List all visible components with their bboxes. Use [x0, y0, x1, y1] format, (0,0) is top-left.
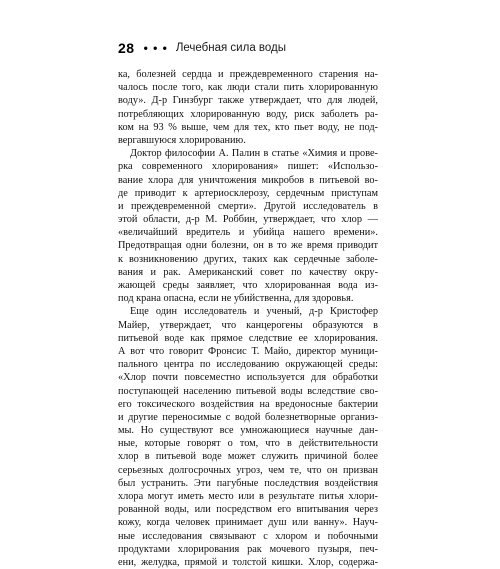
- text-line: питьевой воде как прямое следствие ее хлорирования.: [118, 332, 378, 344]
- page-number: 28: [118, 40, 135, 56]
- text-line: Еще один исследователь и ученый, д-р Кристофер: [130, 306, 378, 318]
- text-line: Доктор философии А. Палин в статье «Химия и прове-: [130, 148, 378, 160]
- text-line: воду». Д-р Гинзбург также утверждает, что для людей,: [118, 95, 378, 107]
- text-line: его токсического воздействия на вредоносные бактерии: [118, 398, 378, 410]
- text-line: ени, желудка, прямой и толстой кишки. Хлор, содержа-: [118, 556, 378, 568]
- text-line: «Хлор почти повсеместно используется для обработки: [118, 372, 378, 384]
- text-line: к возникновению других, таких как сердечные заболе-: [118, 253, 378, 265]
- text-line: поступающей населению питьевой воды вследствие сво-: [118, 385, 378, 397]
- text-line: ные, которые говорят о том, что в действительности: [118, 438, 378, 450]
- text-line: вергавшуюся хлорированию.: [118, 134, 246, 146]
- text-line: вания и рак. Американский совет по качеству окру-: [118, 266, 378, 278]
- text-line: и преждевременной смерти». Другой исследователь в: [118, 200, 378, 212]
- text-line: кожу, когда человек принимает душ или ванну». Науч-: [118, 517, 378, 529]
- text-line: де приводит к артериосклерозу, сердечным приступам: [118, 187, 378, 199]
- book-title: Лечебная сила воды: [175, 42, 287, 54]
- text-line: ка, болезней сердца и преждевременного старения на-: [118, 69, 378, 80]
- running-head: [118, 40, 286, 56]
- text-line: серьезных долгосрочных угроз, чем те, что он призван: [118, 464, 378, 476]
- text-line: жающей среды заявляет, что хлорированная вода из-: [118, 280, 378, 291]
- text-line: Майер, утверждает, что канцерогены образуются в: [118, 319, 378, 331]
- body-text: [118, 68, 378, 569]
- text-line: мы. Но существуют все умножающиеся научные дан-: [118, 425, 378, 437]
- text-line: под крана опасна, если не убийственна, для здоровья.: [118, 293, 354, 305]
- text-line: ные исследования связывают с хлором и побочными: [118, 530, 378, 542]
- text-line: хлор в питьевой воде может служить причиной более: [118, 451, 378, 463]
- text-line: А вот что говорит Фронсис Т. Майо, директор муници-: [118, 345, 378, 357]
- text-line: ком на 93 % выше, чем для тех, кто пьет воду, не под-: [118, 121, 378, 133]
- ornament-dots: • • •: [143, 41, 168, 55]
- text-line: рка современного хлорирования» пишет: «Использо-: [118, 161, 378, 173]
- text-line: Предотвращая одни болезни, он в то же время приводит: [118, 240, 378, 252]
- text-line: чалось после того, как люди стали пить хлорированную: [118, 82, 378, 94]
- text-line: продуктами хлорирования рак мочевого пузыря, печ-: [118, 543, 378, 555]
- text-line: хлора могут иметь место или в результате питья хлори-: [118, 491, 378, 502]
- text-line: пального центра по исследованию окружающей среды:: [118, 359, 378, 371]
- text-line: потребляющих хлорированную воду, риск заболеть ра-: [118, 108, 378, 120]
- text-line: рованной воды, или посредством его впитывания через: [118, 504, 378, 516]
- text-line: вание хлора для уничтожения микробов в питьевой во-: [118, 174, 378, 186]
- text-line: и другие переносимые с водой болезнетворные организ-: [118, 411, 378, 423]
- text-line: был устранить. Эти пагубные последствия воздействия: [118, 477, 378, 489]
- text-line: «величайший вредитель и убийца нашего времени».: [118, 227, 378, 239]
- text-line: этой области, д-р М. Роббин, утверждает, что хлор —: [118, 214, 378, 226]
